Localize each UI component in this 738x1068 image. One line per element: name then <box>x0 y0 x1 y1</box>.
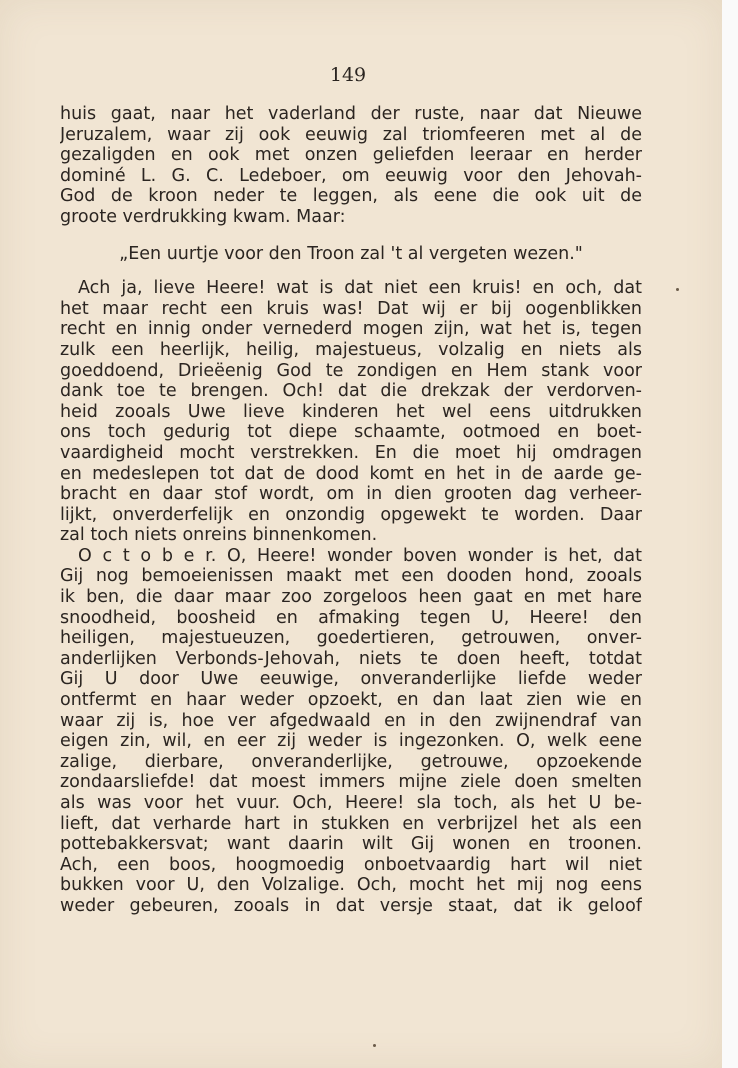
text-line: lijkt, onverderfelijk en onzondig opgewekt te worden. Daar <box>60 504 642 525</box>
text-line: dominé L. G. C. Ledeboer, om eeuwig voor den Jehovah- <box>60 165 642 186</box>
text-line: eigen zin, wil, en eer zij weder is ingezonken. O, welk eene <box>60 731 642 752</box>
text-line: ontfermt en haar weder opzoekt, en dan laat zien wie en <box>60 690 642 711</box>
paper-speck <box>676 288 679 291</box>
text-line: groote verdrukking kwam. Maar: <box>60 206 346 227</box>
text-line: weder gebeuren, zooals in dat versje staat, dat ik geloof <box>60 895 642 916</box>
text-line: Gij nog bemoeienissen maakt met een dooden hond, zooals <box>60 566 642 587</box>
text-line: pottebakkersvat; want daarin wilt Gij wonen en troonen. <box>60 834 642 855</box>
text-line: zal toch niets onreins binnenkomen. <box>60 525 378 546</box>
quoted-verse: „Een uurtje voor den Troon zal 't al vergeten wezen." <box>119 243 583 264</box>
text-line: zondaarsliefde! dat moest immers mijne ziele doen smelten <box>60 772 642 793</box>
text-line: vaardigheid mocht verstrekken. En die moet hij omdragen <box>60 442 642 463</box>
text-line: gezaligden en ook met onzen geliefden leeraar en herder <box>60 145 642 166</box>
text-line: snoodheid, boosheid en afmaking tegen U, Heere! den <box>60 607 642 628</box>
text-line: ons toch gedurig tot diepe schaamte, ootmoed en boet- <box>60 422 642 443</box>
paper-speck <box>373 1044 376 1047</box>
text-line: als was voor het vuur. Och, Heere! sla toch, als het U be- <box>60 793 642 813</box>
text-line: recht en innig onder vernederd mogen zijn, wat het is, tegen <box>60 319 642 340</box>
text-line: lieft, dat verharde hart in stukken en verbrijzel het als een <box>60 813 642 834</box>
paragraph-start-line: Ach ja, lieve Heere! wat is dat niet een kruis! en och, dat <box>78 278 642 299</box>
paragraph-start-line: O c t o b e r. O, Heere! wonder boven wonder is het, dat <box>78 545 642 566</box>
text-line: zulk een heerlijk, heilig, majestueus, volzalig en niets als <box>60 339 642 360</box>
text-line: anderlijken Verbonds-Jehovah, niets te doen heeft, totdat <box>60 648 642 669</box>
text-line: het maar recht een kruis was! Dat wij er bij oogenblikken <box>60 298 642 319</box>
page-number: 149 <box>329 64 367 86</box>
text-line: heid zooals Uwe lieve kinderen het wel eens uitdrukken <box>60 401 642 422</box>
text-line: heiligen, majestueuzen, goedertieren, getrouwen, onver- <box>60 628 642 649</box>
text-line: en medeslepen tot dat de dood komt en het in de aarde ge- <box>60 463 642 484</box>
text-line: bukken voor U, den Volzalige. Och, mocht het mij nog eens <box>60 875 642 896</box>
scan-margin <box>722 0 738 1068</box>
page-body-text <box>60 104 642 917</box>
text-line: Jeruzalem, waar zij ook eeuwig zal triomfeeren met al de <box>60 124 642 145</box>
text-line: bracht en daar stof wordt, om in dien grooten dag verheer- <box>60 484 642 505</box>
text-line: huis gaat, naar het vaderland der ruste, naar dat Nieuwe <box>60 104 642 124</box>
text-line: Gij U door Uwe eeuwige, onveranderlijke liefde weder <box>60 669 642 690</box>
text-line: ik ben, die daar maar zoo zorgeloos heen gaat en met hare <box>60 587 642 608</box>
text-line: zalige, dierbare, onveranderlijke, getrouwe, opzoekende <box>60 751 642 772</box>
text-line: God de kroon neder te leggen, als eene die ook uit de <box>60 186 642 207</box>
text-line: dank toe te brengen. Och! dat die drekzak der verdorven- <box>60 381 642 402</box>
text-line: waar zij is, hoe ver afgedwaald en in den zwijnendraf van <box>60 710 642 731</box>
text-line: Ach, een boos, hoogmoedig onboetvaardig hart wil niet <box>60 854 642 875</box>
text-line: goeddoend, Drieëenig God te zondigen en Hem stank voor <box>60 360 642 381</box>
